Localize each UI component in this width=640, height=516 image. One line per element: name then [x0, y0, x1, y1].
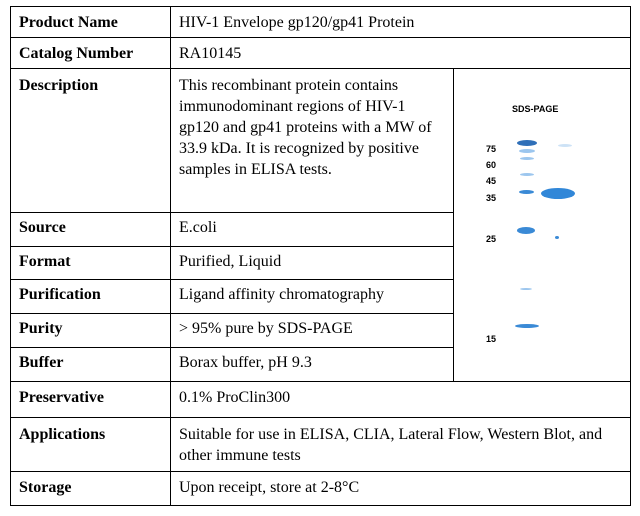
ladder-band-15	[515, 324, 539, 328]
label-source: Source	[11, 212, 171, 246]
ladder-band-35	[519, 190, 534, 194]
value-applications: Suitable for use in ELISA, CLIA, Lateral Flow, Western Blot, and other immune tests	[171, 418, 631, 472]
value-product-name: HIV-1 Envelope gp120/gp41 Protein	[171, 7, 631, 38]
sds-page-gel-cell	[454, 69, 631, 382]
marker-label-60: 60	[486, 160, 497, 170]
label-catalog-number: Catalog Number	[11, 38, 171, 69]
value-storage: Upon receipt, store at 2-8°C	[171, 472, 631, 506]
label-purity: Purity	[11, 314, 171, 348]
ladder-band-60	[520, 157, 534, 160]
sample-faint-band	[558, 144, 572, 147]
ladder-band-45	[520, 173, 534, 176]
value-preservative: 0.1% ProClin300	[171, 382, 631, 418]
marker-label-45: 45	[486, 176, 497, 186]
marker-label-25: 25	[486, 234, 497, 244]
row-applications	[11, 418, 631, 472]
ladder-band-75b	[519, 149, 535, 153]
sample-dot	[555, 236, 559, 239]
gel-title: SDS-PAGE	[512, 104, 559, 114]
label-applications: Applications	[11, 418, 171, 472]
label-preservative: Preservative	[11, 382, 171, 418]
ladder-band-20	[520, 288, 532, 290]
value-format: Purified, Liquid	[171, 246, 454, 280]
marker-label-35: 35	[486, 193, 497, 203]
marker-label-15: 15	[486, 334, 497, 344]
ladder-band-25	[517, 227, 535, 234]
sample-band-main	[541, 188, 575, 199]
product-spec-table	[10, 6, 631, 506]
label-format: Format	[11, 246, 171, 280]
row-preservative	[11, 382, 631, 418]
row-product-name	[11, 7, 631, 38]
value-purity: > 95% pure by SDS-PAGE	[171, 314, 454, 348]
label-buffer: Buffer	[11, 348, 171, 382]
value-catalog-number: RA10145	[171, 38, 631, 69]
label-purification: Purification	[11, 280, 171, 314]
value-source: E.coli	[171, 212, 454, 246]
row-description	[11, 69, 631, 213]
value-description: This recombinant protein contains immunodominant regions of HIV-1 gp120 and gp41 proteins with a MW of 33.9 kDa. It is recognized by positive samples in ELISA tests.	[171, 69, 454, 213]
label-storage: Storage	[11, 472, 171, 506]
value-purification: Ligand affinity chromatography	[171, 280, 454, 314]
ladder-band-75	[517, 140, 537, 146]
row-catalog-number	[11, 38, 631, 69]
value-buffer: Borax buffer, pH 9.3	[171, 348, 454, 382]
row-storage	[11, 472, 631, 506]
marker-label-75: 75	[486, 144, 497, 154]
sds-page-gel-image	[462, 75, 639, 381]
label-product-name: Product Name	[11, 7, 171, 38]
label-description: Description	[11, 69, 171, 213]
